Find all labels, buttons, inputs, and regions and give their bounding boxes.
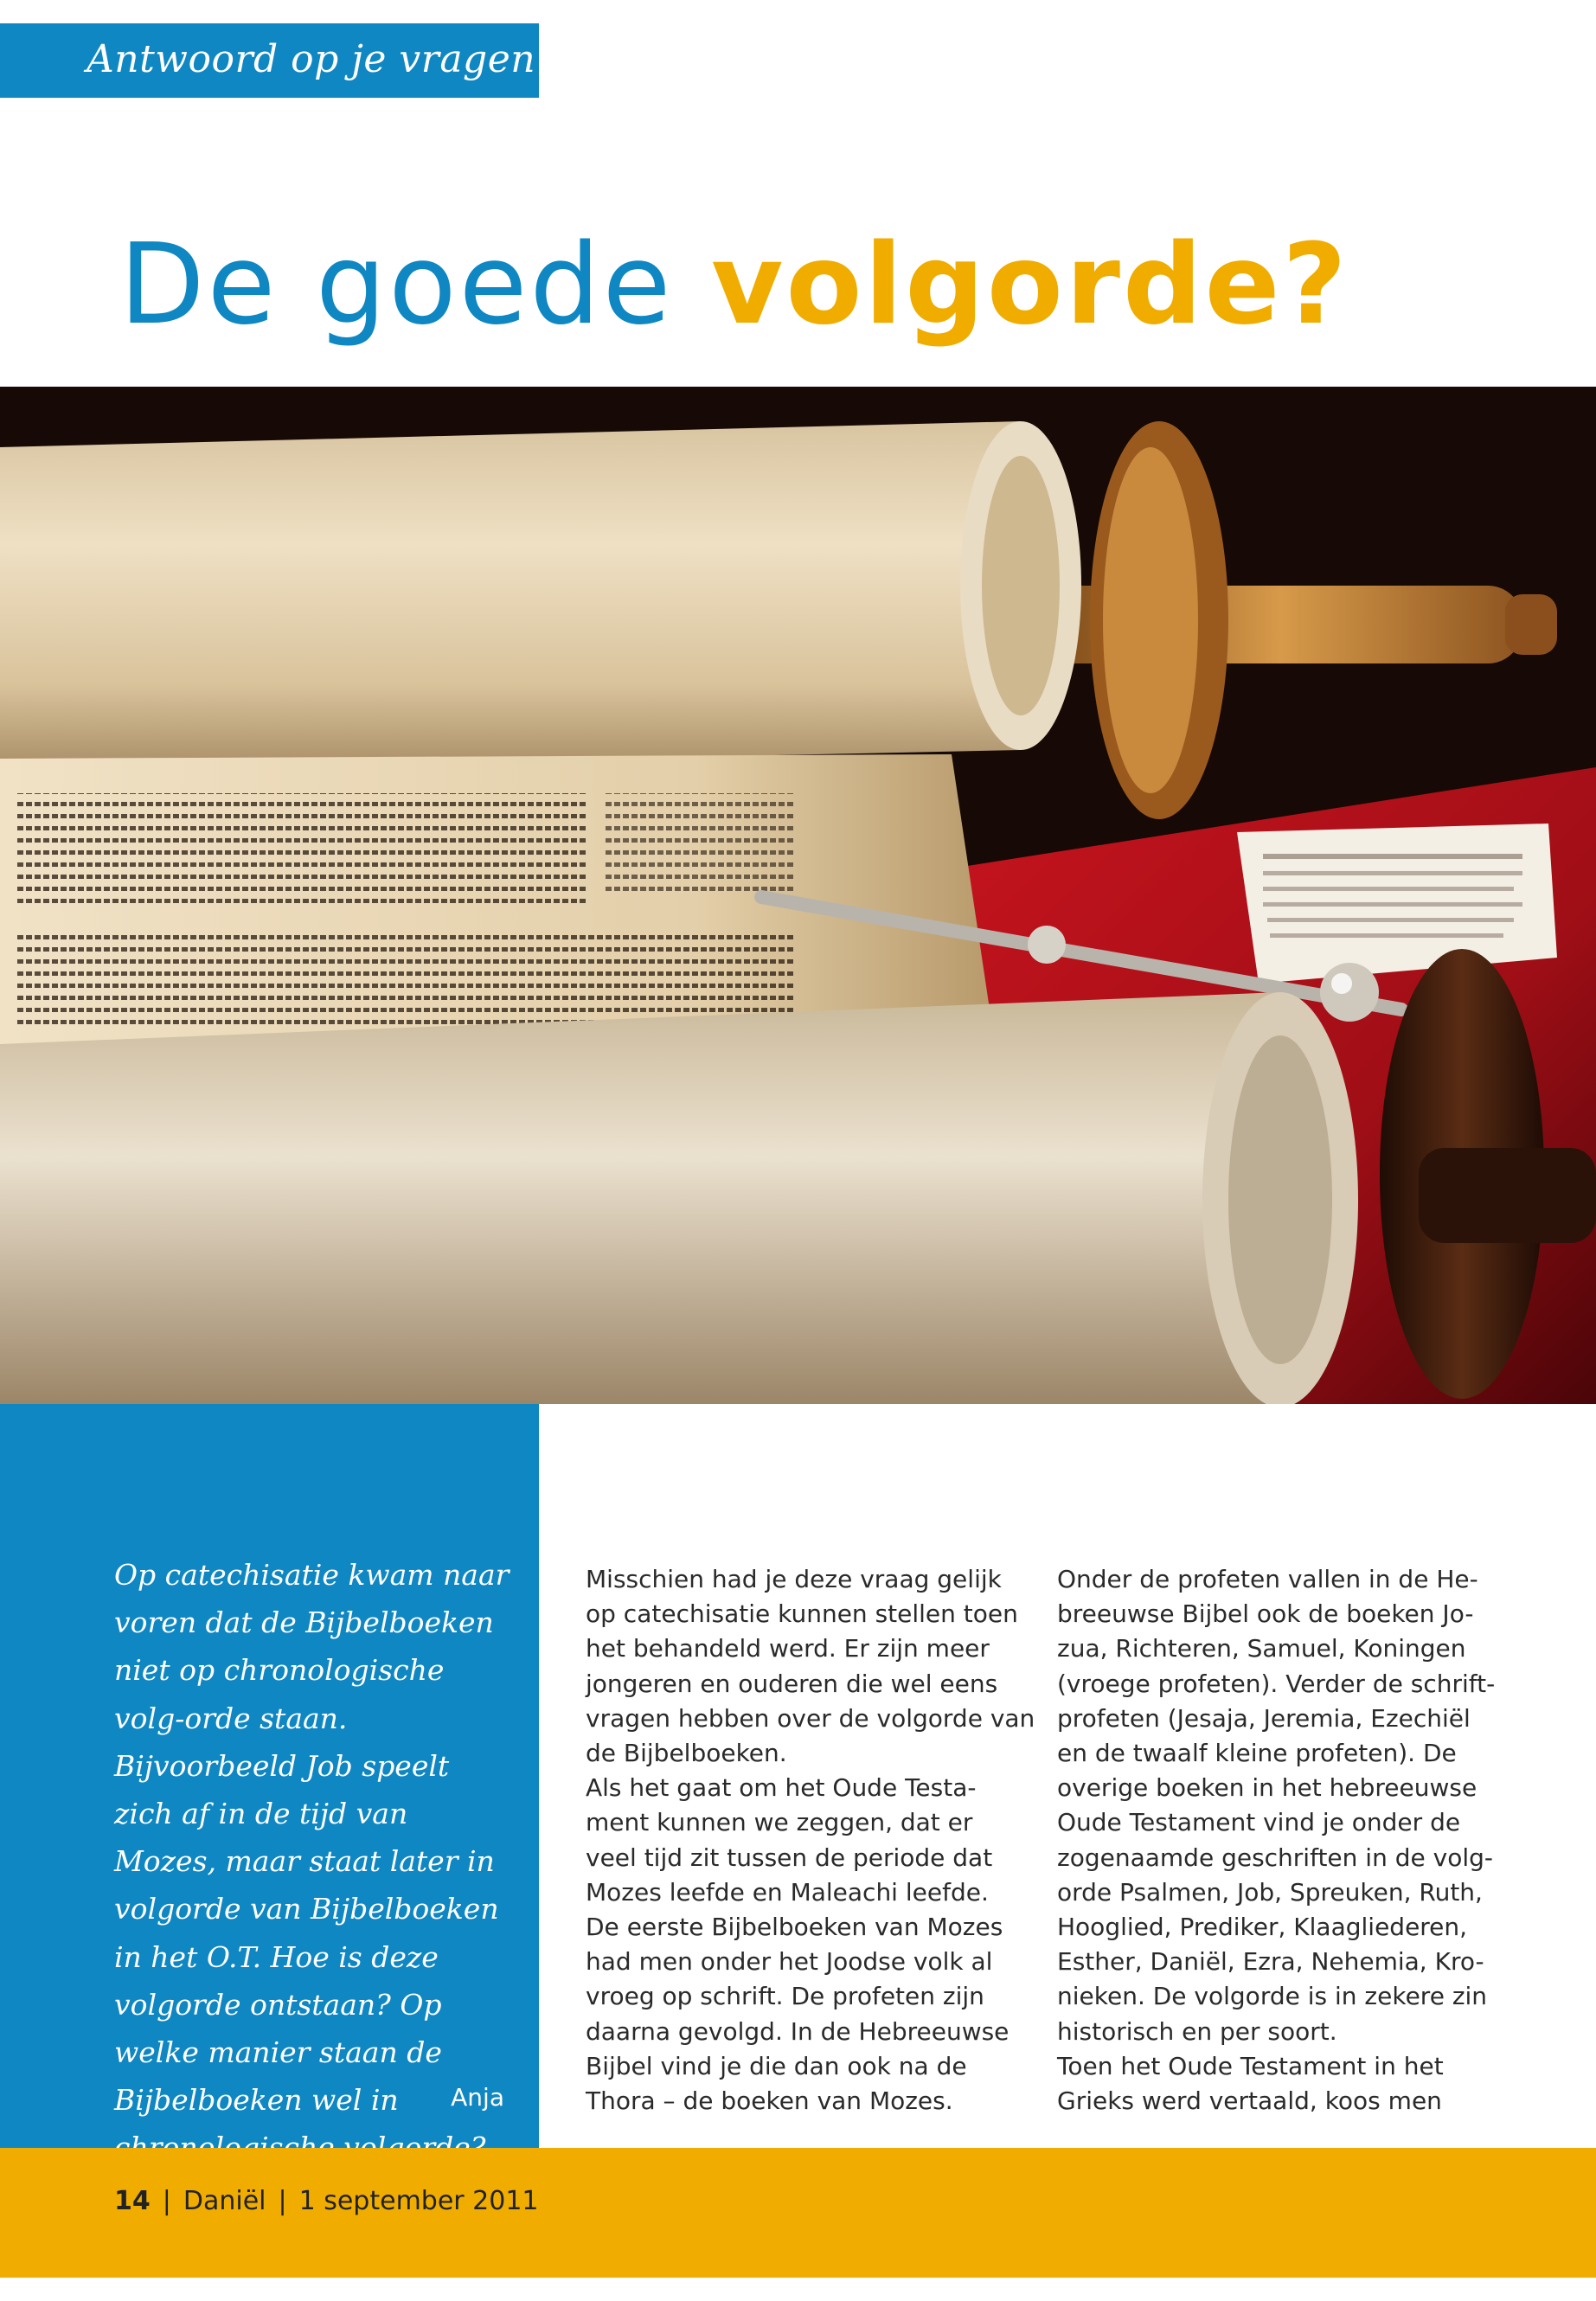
footer-separator: | bbox=[278, 2186, 287, 2216]
article-paragraph: Als het gaat om het Oude Testa- ment kunnen we zeggen, dat er veel tijd zit tussen de periode dat Mozes leefde en Maleachi leefde. De eerste Bijbelboeken van Mozes had men onder het Joodse volk al vroeg op schrift. De profeten zijn daarna gevolgd. In de Hebreeuwse Bijbel vind je die dan ook na de Thora – de boeken van Mozes. bbox=[586, 1773, 1010, 2116]
title-light: De goede bbox=[119, 221, 711, 349]
magazine-name: Daniël bbox=[183, 2186, 266, 2216]
section-label: Antwoord op je vragen bbox=[87, 37, 536, 81]
title-bold: volgorde? bbox=[711, 221, 1349, 349]
page-number: 14 bbox=[114, 2186, 151, 2216]
issue-date: 1 september 2011 bbox=[298, 2186, 539, 2216]
article-column-2 bbox=[1057, 1562, 1507, 2118]
footer-text bbox=[114, 2186, 539, 2216]
article-paragraph: Misschien had je deze vraag gelijk op catechisatie kunnen stellen toen het behandeld werd. Er zijn meer jongeren en ouderen die wel eens vragen hebben over de volgorde van de Bijbelboeken. bbox=[586, 1565, 1035, 1768]
footer-separator: | bbox=[162, 2186, 171, 2216]
page-title bbox=[119, 221, 1349, 350]
article-column-1 bbox=[586, 1562, 1035, 2118]
article-paragraph: Toen het Oude Testament in het Grieks werd vertaald, koos men bbox=[1057, 2051, 1444, 2116]
article-paragraph: Onder de profeten vallen in de He- breeuwse Bijbel ook de boeken Jo- zua, Richteren, Samuel, Koningen (vroege profeten). Verder de schrift- profeten (Jesaja, Jeremia, Ezechiël en de twaalf kleine profeten). De overige boeken in het hebreeuwse Oude Testament vind je onder de zogenaamde geschriften in de volg- orde Psalmen, Job, Spreuken, Ruth, Hooglied, Prediker, Klaagliederen, Esther, Daniël, Ezra, Nehemia, Kro- nieken. De volgorde is in zekere zin historisch en per soort. bbox=[1057, 1565, 1496, 2046]
question-author: Anja bbox=[451, 2083, 504, 2112]
footer-bar bbox=[0, 2148, 1596, 2278]
torah-scroll-illustration bbox=[0, 387, 1596, 1404]
section-tab bbox=[0, 23, 539, 98]
torah-scroll-photo bbox=[0, 387, 1596, 1404]
reader-question-box bbox=[0, 1404, 539, 2148]
reader-question: Op catechisatie kwam naar voren dat de Bijbelboeken niet op chronologische volg-orde staan. Bijvoorbeeld Job speelt zich af in de tijd van Mozes, maar staat later in volgorde van Bijbelboeken in het O.T. Hoe is deze volgorde ontstaan? Op welke manier staan de Bijbelboeken wel in bbox=[114, 1558, 510, 2118]
